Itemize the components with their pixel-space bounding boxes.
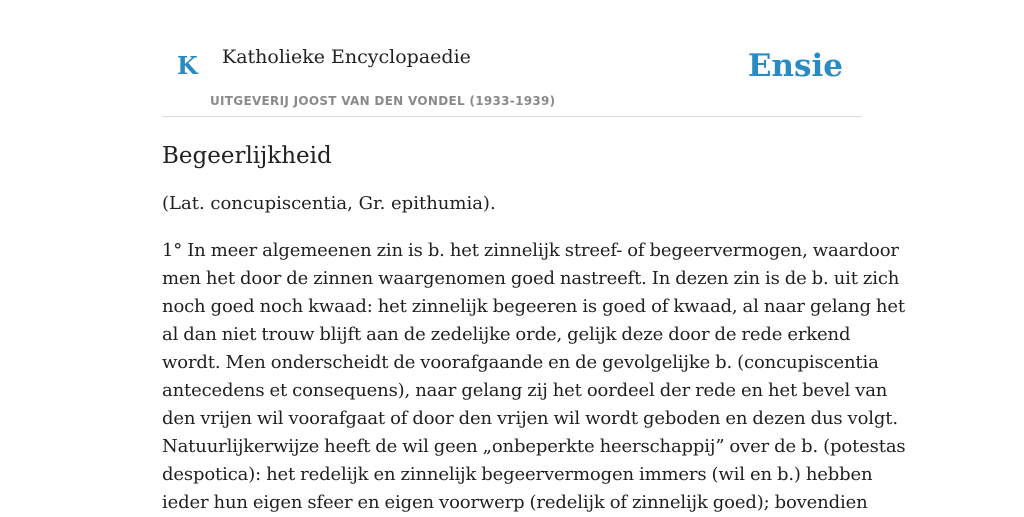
site-header <box>162 0 862 117</box>
article-lead: (Lat. concupiscentia, Gr. epithumia). <box>162 192 496 214</box>
article-title: Begeerlijkheid <box>162 143 332 169</box>
encyclopedia-logo[interactable]: K <box>177 51 198 80</box>
body-line: men het door de zinnen waargenomen goed nastreeft. In dezen zin is de b. uit zich <box>162 267 900 289</box>
body-line: ieder hun eigen sfeer en eigen voorwerp (redelijk of zinnelijk goed); bovendien <box>162 491 868 513</box>
body-line: Natuurlijkerwijze heeft de wil geen „onbeperkte heerschappij” over de b. (potestas <box>162 435 906 457</box>
body-line: noch goed noch kwaad: het zinnelijk begeeren is goed of kwaad, al naar gelang het <box>162 295 905 317</box>
body-line: antecedens et consequens), naar gelang zij het oordeel der rede en het bevel van <box>162 379 888 401</box>
body-line: despotica): het redelijk en zinnelijk begeervermogen immers (wil en b.) hebben <box>162 463 873 485</box>
article-body <box>162 237 906 517</box>
body-line: al dan niet trouw blijft aan de zedelijke orde, gelijk deze door de rede erkend <box>162 323 851 345</box>
ensie-logo[interactable]: Ensie <box>747 48 843 84</box>
publisher-label: UITGEVERIJ JOOST VAN DEN VONDEL (1933-1939) <box>210 94 556 108</box>
encyclopedia-title[interactable]: Katholieke Encyclopaedie <box>222 46 471 68</box>
body-line: wordt. Men onderscheidt de voorafgaande en de gevolgelijke b. (concupiscentia <box>162 351 879 373</box>
body-line: den vrijen wil voorafgaat of door den vrijen wil wordt geboden en dezen dus volgt. <box>162 407 898 429</box>
body-line: 1° In meer algemeenen zin is b. het zinnelijk streef- of begeervermogen, waardoor <box>162 239 899 261</box>
article-page <box>162 0 906 517</box>
